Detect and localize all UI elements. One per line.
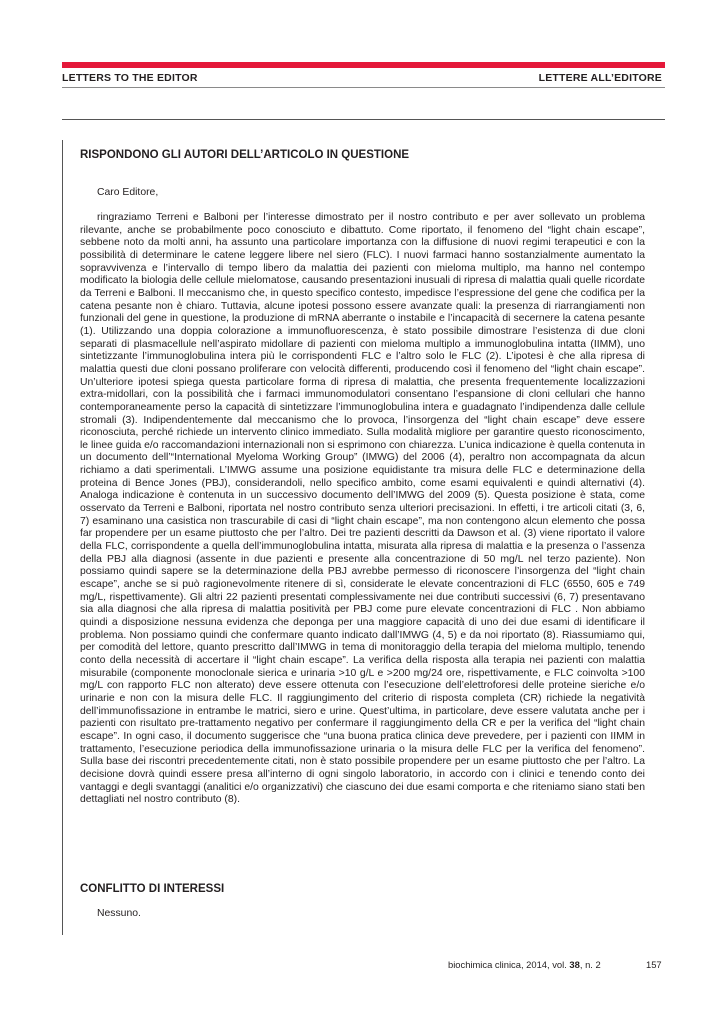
header-divider — [62, 87, 665, 88]
conflict-heading: CONFLITTO DI INTERESSI — [80, 883, 225, 895]
section-label-italian: LETTERE ALL’EDITORE — [538, 72, 662, 84]
footer-journal: biochimica clinica, 2014, vol. — [448, 959, 567, 970]
article-body — [80, 212, 645, 807]
footer-citation — [448, 959, 601, 970]
article-frame-left — [62, 140, 63, 935]
page-number: 157 — [646, 959, 662, 970]
footer-issue: , n. 2 — [579, 959, 601, 970]
section-label-english: LETTERS TO THE EDITOR — [62, 72, 198, 84]
conflict-text: Nessuno. — [97, 908, 141, 919]
salutation: Caro Editore, — [97, 187, 159, 198]
footer-volume: 38 — [569, 959, 580, 970]
article-title: RISPONDONO GLI AUTORI DELL’ARTICOLO IN QUESTIONE — [80, 149, 410, 161]
body-paragraph: ringraziamo Terreni e Balboni per l’interesse dimostrato per il nostro contributo e per aver sollevato un problema rilevante, anche se probabilmente poco conosciuto e dibattuto. Come riportato, il fenomeno del “light chain escape”, sebbene noto da molti anni, ha assunto una particolare importanza con la diffusione di nuovi regimi terapeutici e con la possibilità di determinare le catene leggere libere nel siero (FLC). I nuovi farmaci hanno sostanzialmente aumentato la sopravvivenza e l’intervallo di tempo libero da malattia dei pazienti con mieloma multiplo, ma hanno nel contempo modificato la biologia delle cellule mielomatose, causando presentazioni inusuali di ripresa di malattia quali quelle ricordate da Terreni e Balboni. Il meccanismo che, in questo specifico contesto, impedisce l’espressione del gene che codifica per la catena pesante non è chiaro. Tuttavia, alcune ipotesi possono essere avanzate quali: la presenza di riarrangiamenti non funzionali del gene in questione, la produzione di mRNA aberrante o instabile e l’incapacità di secernere la catena pesante (1). Utilizzando una doppia colorazione a immunofluorescenza, è stato possibile dimostrare l’esistenza di due cloni separati di plasmacellule nell’aspirato midollare di pazienti con mieloma multiplo a immunoglobulina intatta (IIMM), uno sintetizzante l’immunoglobulina intera più le corrispondenti FLC e l’altro solo le FLC (2). L’ipotesi è che alla ripresa di malattia questi due cloni possano proliferare con velocità differenti, producendo così il fenomeno del “light chain escape”. Un’ulteriore ipotesi spiega questa particolare forma di ripresa di malattia, che presenta frequentemente localizzazioni extra-midollari, con la possibilità che i farmaci immunomodulatori consentano l’espansione di cloni cellulari che hanno contemporaneamente perso la capacità di sintetizzare l’immunoglobulina intera e guadagnato l’indipendenza dalle cellule stromali (3). Indipendentemente dal meccanismo che lo provoca, l’insorgenza del “light chain escape” deve essere riconosciuta, perché richiede un intervento clinico immediato. Sulla modalità migliore per garantire questo riconoscimento, le linee guida e/o raccomandazioni internazionali non si esprimono con chiarezza. L’unica indicazione è quella contenuta in un documento dell’“International Myeloma Working Group” (IMWG) del 2006 (4), peraltro non accompagnata da alcun richiamo a dati sperimentali. L’IMWG assume una posizione equidistante tra misura delle FLC e determinazione della proteina di Bence Jones (PBJ), considerandoli, nello specifico ambito, come esami equivalenti e quindi alternativi (4). Analoga indicazione è contenuta in un successivo documento dell’IMWG del 2009 (5). Questa posizione è stata, come osservato da Terreni e Balboni, riportata nel nostro contributo senza ulteriori precisazioni. In effetti, i tre articoli citati (3, 6, 7) esaminano una casistica non trascurabile di casi di “light chain escape”, ma non contengono alcun elemento che possa far propendere per un esame piuttosto che per l’altro. Dei tre pazienti descritti da Dawson et al. (3) viene riportato il valore della FLC, corrispondente a quella dell’immunoglobulina intatta, misurata alla ripresa di malattia e la presenza o l’assenza della PBJ alla diagnosi (assente in due pazienti e presente alla concentrazione di 50 mg/L nel terzo paziente). Non possiamo quindi sapere se la determinazione della PBJ avrebbe permesso di riconoscere l’insorgenza del “light chain escape”, anche se si può ragionevolmente ritenere di sì, considerate le elevate concentrazioni di FLC (6550, 605 e 749 mg/L, rispettivamente). Gli altri 22 pazienti presentati complessivamente nei due contributi successivi (6, 7) presentavano sia alla diagnosi che alla ripresa di malattia positività per PBJ come pure elevate concentrazioni di FLC . Non abbiamo quindi a disposizione nessuna evidenza che deponga per una maggiore capacità di uno dei due esami di identificare il problema. Non possiamo quindi che confermare quanto indicato dall’IMWG (4, 5) e da noi riportato (8). Riassumiamo qui, per comodità del lettore, quanto prescritto dall’IMWG in tema di monitoraggio della terapia del mieloma multiplo, tenendo conto della necessità di accertare il “light chain escape”. La verifica della risposta alla terapia nei pazienti con malattia misurabile (componente monoclonale sierica e urinaria >10 g/L e >200 mg/24 ore, rispettivamente, e FLC coinvolta >100 mg/L con rapporto FLC non alterato) deve essere ottenuta con l’esecuzione dell’elettroforesi delle proteine sieriche e/o urinarie e non con la misura delle FLC. Il raggiungimento del criterio di risposta completa (CR) richiede la negatività dell’immunofissazione in entrambe le matrici, siero e urine. Quest’ultima, in particolare, deve essere valutata anche per i pazienti con risultato pre-trattamento negativo per confermare il raggiungimento della CR e per la verifica del “light chain escape”. In ogni caso, il documento suggerisce che “una buona pratica clinica deve prevedere, per i pazienti con IIMM in trattamento, l’esecuzione periodica della immunofissazione urinaria o la misura delle FLC per la verifica del fenomeno”. Sulla base dei riscontri precedentemente citati, non è stato possibile propendere per un esame piuttosto che per l’altro. La decisione dovrà quindi essere presa all’interno di ogni singolo laboratorio, in accordo con i clinici e tenendo conto dei vantaggi e degli svantaggi (analitici e/o organizzativi) che ciascuno dei due esami comporta e che riteniamo siano stati ben dettagliati nel nostro contributo (8). — [80, 212, 645, 806]
header-accent-bar — [62, 62, 665, 68]
article-frame-top — [62, 119, 665, 120]
